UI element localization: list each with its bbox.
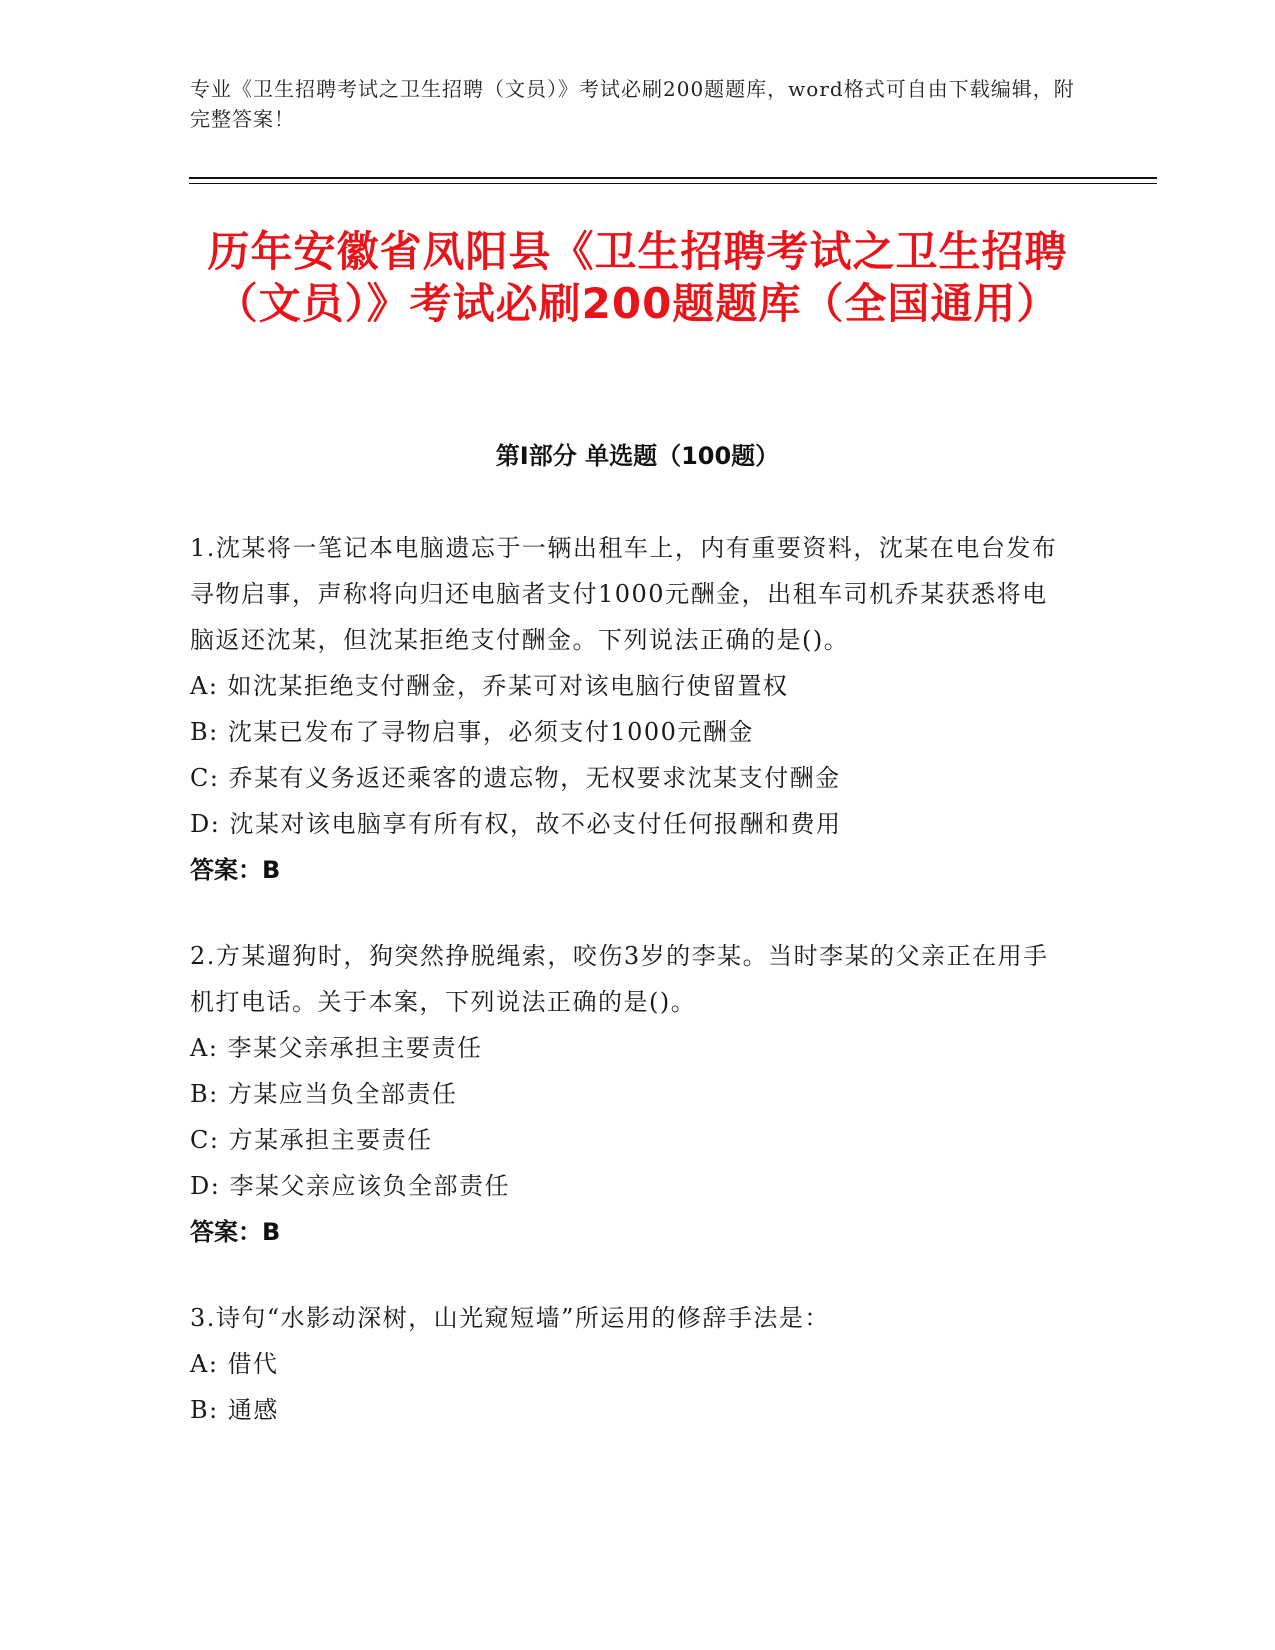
option-b: B: 方某应当负全部责任 <box>190 1080 458 1108</box>
question-3 <box>190 1295 1070 1433</box>
option-b: B: 沈某已发布了寻物启事，必须支付1000元酬金 <box>190 718 754 746</box>
section-title: 第Ⅰ部分 单选题（100题） <box>495 442 780 470</box>
option-d: D: 李某父亲应该负全部责任 <box>190 1172 510 1200</box>
header-divider-thin <box>189 183 1157 184</box>
header-note: 专业《卫生招聘考试之卫生招聘（文员）》考试必刷200题题库，word格式可自由下载编辑，附完整答案！ <box>190 77 1075 131</box>
option-a: A: 借代 <box>190 1350 279 1378</box>
option-a: A: 如沈某拒绝支付酬金，乔某可对该电脑行使留置权 <box>190 672 789 700</box>
question-stem: 1.沈某将一笔记本电脑遗忘于一辆出租车上，内有重要资料，沈某在电台发布寻物启事，声称将向归还电脑者支付1000元酬金，出租车司机乔某获悉将电脑返还沈某，但沈某拒绝支付酬金。下列说法正确的是()。 <box>190 534 1058 654</box>
option-b: B: 通感 <box>190 1396 279 1424</box>
option-c: C: 方某承担主要责任 <box>190 1126 433 1154</box>
answer: 答案：B <box>190 856 281 884</box>
document-title: 历年安徽省凤阳县《卫生招聘考试之卫生招聘（文员）》考试必刷200题题库（全国通用） <box>207 227 1068 328</box>
question-stem: 3.诗句“水影动深树，山光窥短墙”所运用的修辞手法是： <box>190 1304 830 1332</box>
question-2 <box>190 933 1070 1255</box>
option-c: C: 乔某有义务返还乘客的遗忘物，无权要求沈某支付酬金 <box>190 764 841 792</box>
answer: 答案：B <box>190 1218 281 1246</box>
option-d: D: 沈某对该电脑享有所有权，故不必支付任何报酬和费用 <box>190 810 842 838</box>
question-stem: 2.方某遛狗时，狗突然挣脱绳索，咬伤3岁的李某。当时李某的父亲正在用手机打电话。关于本案，下列说法正确的是()。 <box>190 942 1049 1016</box>
option-a: A: 李某父亲承担主要责任 <box>190 1034 483 1062</box>
header-divider-thick <box>189 177 1157 179</box>
question-list <box>190 525 1070 1473</box>
question-1 <box>190 525 1070 893</box>
